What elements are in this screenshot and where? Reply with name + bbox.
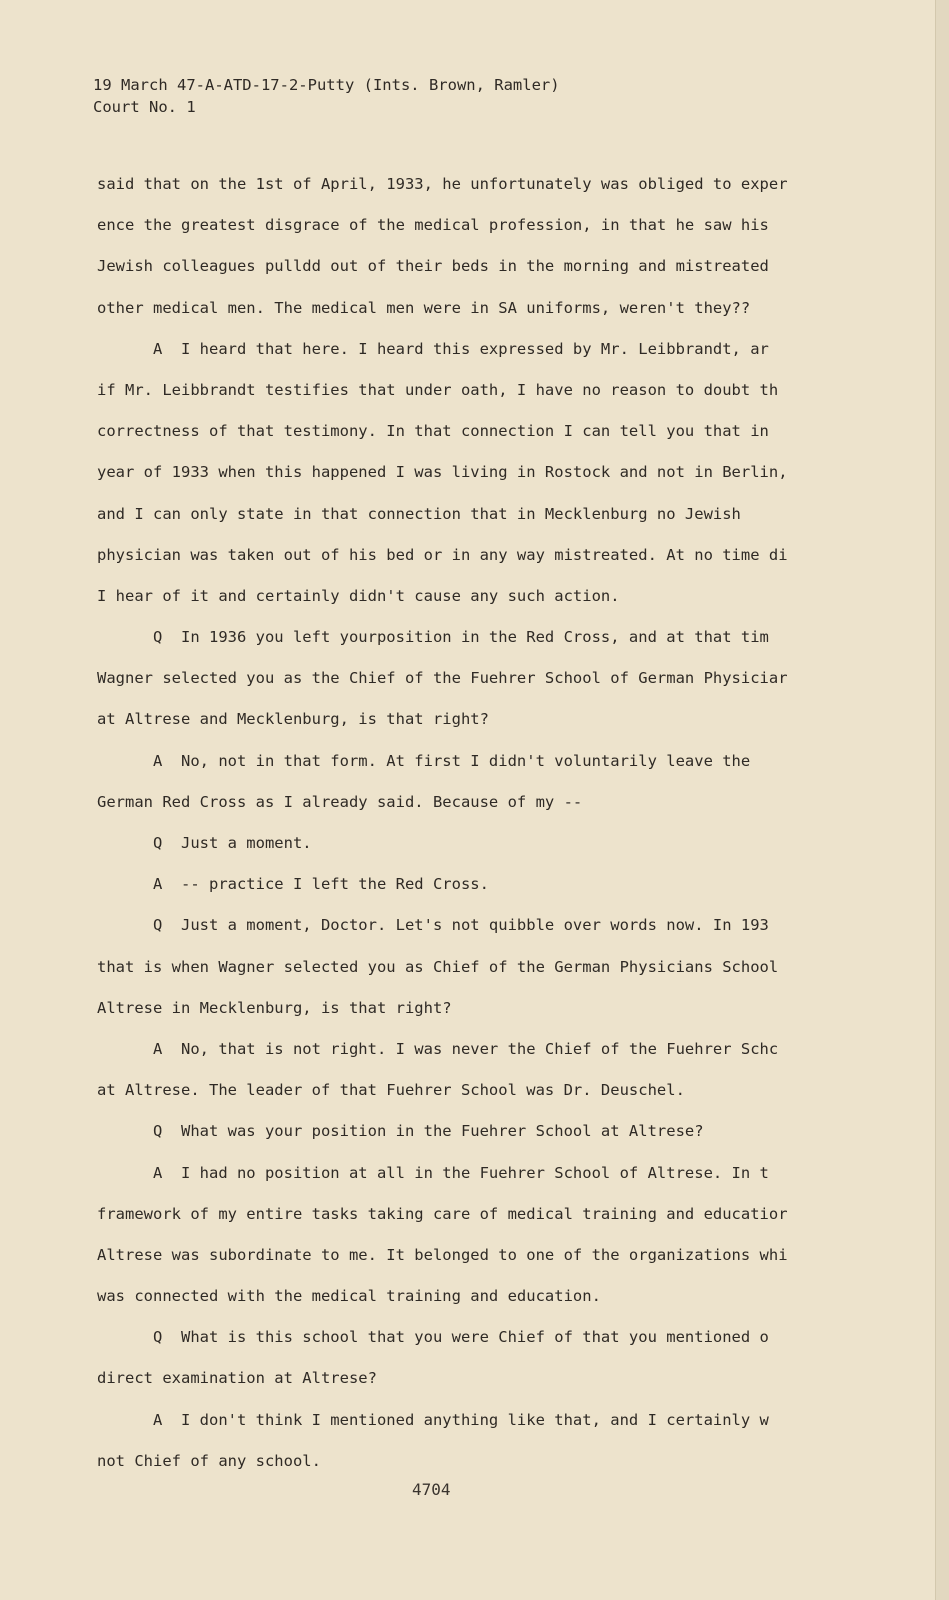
transcript-line: Q What was your position in the Fuehrer School at Altrese? xyxy=(97,1122,704,1141)
transcript-line: framework of my entire tasks taking care of medical training and educatior xyxy=(97,1204,788,1223)
transcript-line: A -- practice I left the Red Cross. xyxy=(97,875,489,894)
transcript-line: Q In 1936 you left yourposition in the Red Cross, and at that tim xyxy=(97,628,769,647)
transcript-line: said that on the 1st of April, 1933, he unfortunately was obliged to exper xyxy=(97,175,788,193)
transcript-line: Q Just a moment, Doctor. Let's not quibble over words now. In 193 xyxy=(97,916,769,935)
transcript-line: Q What is this school that you were Chief of that you mentioned o xyxy=(97,1328,769,1347)
transcript-line: year of 1933 when this happened I was living in Rostock and not in Berlin, xyxy=(97,463,788,482)
transcript-line: correctness of that testimony. In that connection I can tell you that in xyxy=(97,422,769,441)
transcript-line: not Chief of any school. xyxy=(97,1451,321,1470)
transcript-line: Altrese in Mecklenburg, is that right? xyxy=(97,998,452,1017)
transcript-line: A I had no position at all in the Fuehrer School of Altrese. In t xyxy=(97,1163,769,1182)
page-number: 4704 xyxy=(412,1480,451,1499)
transcript-line: Jewish colleagues pulldd out of their beds in the morning and mistreated xyxy=(97,257,769,276)
document-header xyxy=(93,74,560,118)
transcript-line: A I heard that here. I heard this expressed by Mr. Leibbrandt, ar xyxy=(97,339,769,358)
transcript-line: I hear of it and certainly didn't cause any such action. xyxy=(97,586,620,605)
transcript-body xyxy=(97,172,857,1490)
transcript-line: Q Just a moment. xyxy=(97,834,312,852)
header-line-1: 19 March 47-A-ATD-17-2-Putty (Ints. Brown, Ramler) xyxy=(93,76,560,94)
transcript-line: and I can only state in that connection that in Mecklenburg no Jewish xyxy=(97,504,741,523)
transcript-line: German Red Cross as I already said. Because of my -- xyxy=(97,792,583,811)
transcript-line: that is when Wagner selected you as Chief of the German Physicians School xyxy=(97,957,779,976)
transcript-line: physician was taken out of his bed or in any way mistreated. At no time di xyxy=(97,545,788,564)
page-edge xyxy=(935,0,949,1600)
transcript-line: at Altrese. The leader of that Fuehrer School was Dr. Deuschel. xyxy=(97,1081,685,1100)
transcript-line: at Altrese and Mecklenburg, is that right? xyxy=(97,710,489,729)
transcript-line: A No, that is not right. I was never the Chief of the Fuehrer Schc xyxy=(97,1039,779,1058)
transcript-line: other medical men. The medical men were in SA uniforms, weren't they?? xyxy=(97,298,751,317)
transcript-line: if Mr. Leibbrandt testifies that under oath, I have no reason to doubt th xyxy=(97,380,779,399)
transcript-line: direct examination at Altrese? xyxy=(97,1369,377,1388)
header-line-2: Court No. 1 xyxy=(93,98,196,116)
transcript-line: A I don't think I mentioned anything like that, and I certainly w xyxy=(97,1410,769,1429)
transcript-line: ence the greatest disgrace of the medical profession, in that he saw his xyxy=(97,216,769,235)
transcript-line: Altrese was subordinate to me. It belonged to one of the organizations whi xyxy=(97,1245,788,1264)
transcript-line: A No, not in that form. At first I didn't voluntarily leave the xyxy=(97,751,751,770)
transcript-line: was connected with the medical training and education. xyxy=(97,1287,601,1306)
transcript-line: Wagner selected you as the Chief of the Fuehrer School of German Physiciar xyxy=(97,669,788,688)
